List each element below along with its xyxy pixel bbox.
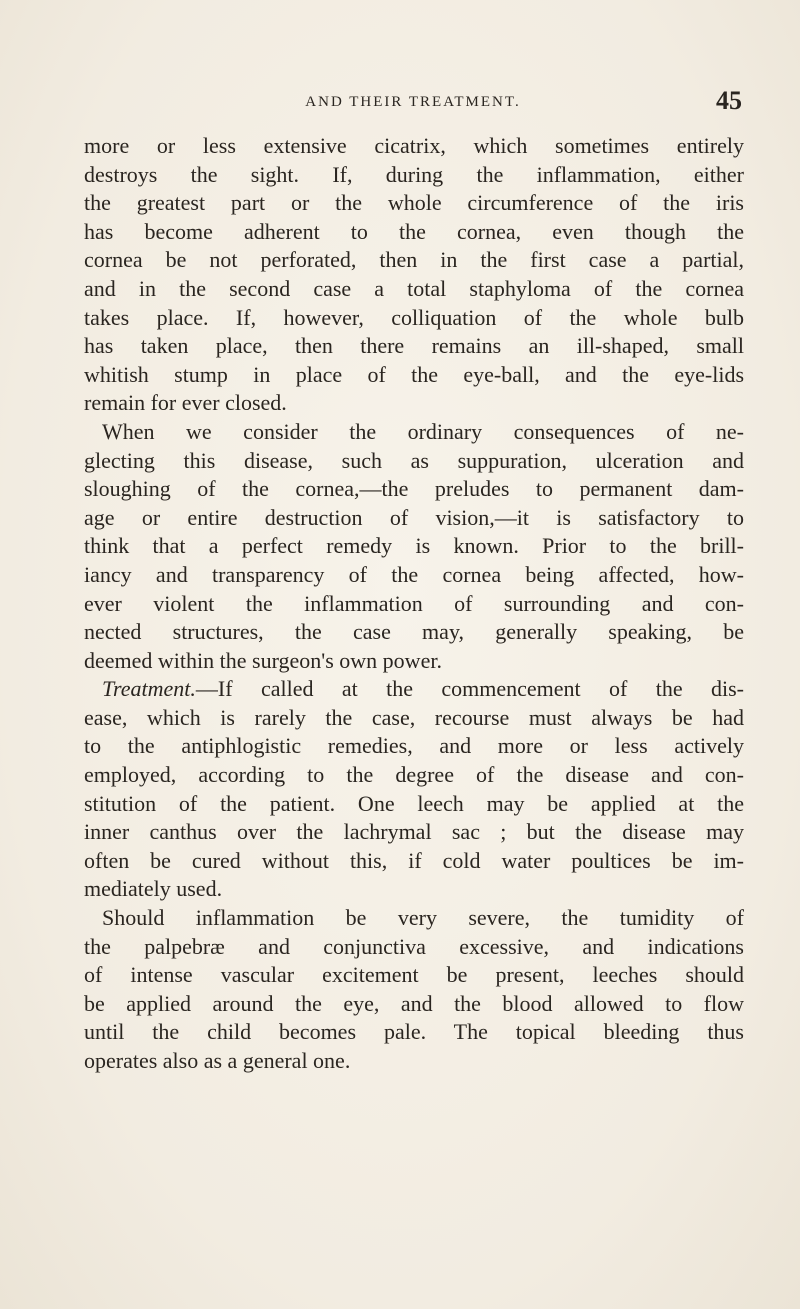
text-line: remain for ever closed. <box>84 390 287 416</box>
text-line: takes place. If, however, colliquation of the whole bulb <box>84 304 744 330</box>
text-line: employed, according to the degree of the disease and con- <box>84 762 744 788</box>
section-heading-treatment: Treatment. <box>102 676 196 702</box>
text-line: When we consider the ordinary consequences of ne- <box>102 418 744 444</box>
text-line: destroys the sight. If, during the inflammation, either <box>84 161 744 187</box>
paragraph-2 <box>84 418 744 675</box>
text-line: and in the second case a total staphyloma of the cornea <box>84 275 744 301</box>
body-text <box>84 132 744 1076</box>
text-line: iancy and transparency of the cornea being affected, how- <box>84 561 744 587</box>
text-line <box>84 675 744 704</box>
text-line: the greatest part or the whole circumference of the iris <box>84 190 744 216</box>
running-head <box>84 86 742 116</box>
text-line: cornea be not perforated, then in the first case a partial, <box>84 247 744 273</box>
text-line: has become adherent to the cornea, even though the <box>84 218 744 244</box>
text-line: be applied around the eye, and the blood allowed to flow <box>84 990 744 1016</box>
text-line: whitish stump in place of the eye-ball, and the eye-lids <box>84 361 744 387</box>
text-line: mediately used. <box>84 876 223 902</box>
text-line: inner canthus over the lachrymal sac ; but the disease may <box>84 819 744 845</box>
text-line: ever violent the inflammation of surrounding and con- <box>84 590 744 616</box>
text-line: to the antiphlogistic remedies, and more or less actively <box>84 733 744 759</box>
text-line: think that a perfect remedy is known. Prior to the brill- <box>84 533 744 559</box>
paragraph-3 <box>84 675 744 904</box>
text-line: more or less extensive cicatrix, which sometimes entirely <box>84 133 744 158</box>
text-line: ease, which is rarely the case, recourse must always be had <box>84 704 744 730</box>
text-line: often be cured without this, if cold water poultices be im- <box>84 847 744 873</box>
text-line: deemed within the surgeon's own power. <box>84 647 442 673</box>
text-line: glecting this disease, such as suppuration, ulceration and <box>84 447 744 473</box>
text-line: has taken place, then there remains an ill-shaped, small <box>84 333 744 359</box>
page-number: 45 <box>716 86 742 115</box>
text-line: Should inflammation be very severe, the tumidity of <box>102 905 744 931</box>
paragraph-1 <box>84 132 744 418</box>
text-line: stitution of the patient. One leech may be applied at the <box>84 790 744 816</box>
text-line: nected structures, the case may, generally speaking, be <box>84 619 744 645</box>
text-line: sloughing of the cornea,—the preludes to permanent dam- <box>84 476 744 502</box>
text-line: until the child becomes pale. The topical bleeding thus <box>84 1019 744 1045</box>
text-line: the palpebræ and conjunctiva excessive, and indications <box>84 933 744 959</box>
text-line: age or entire destruction of vision,—it is satisfactory to <box>84 504 744 530</box>
text-run: —If called at the commencement of the dis- <box>195 676 744 702</box>
paragraph-4 <box>84 904 744 1076</box>
text-line: operates also as a general one. <box>84 1048 351 1073</box>
running-title: AND THEIR TREATMENT. <box>305 94 521 110</box>
text-line: of intense vascular excitement be present, leeches should <box>84 962 744 988</box>
